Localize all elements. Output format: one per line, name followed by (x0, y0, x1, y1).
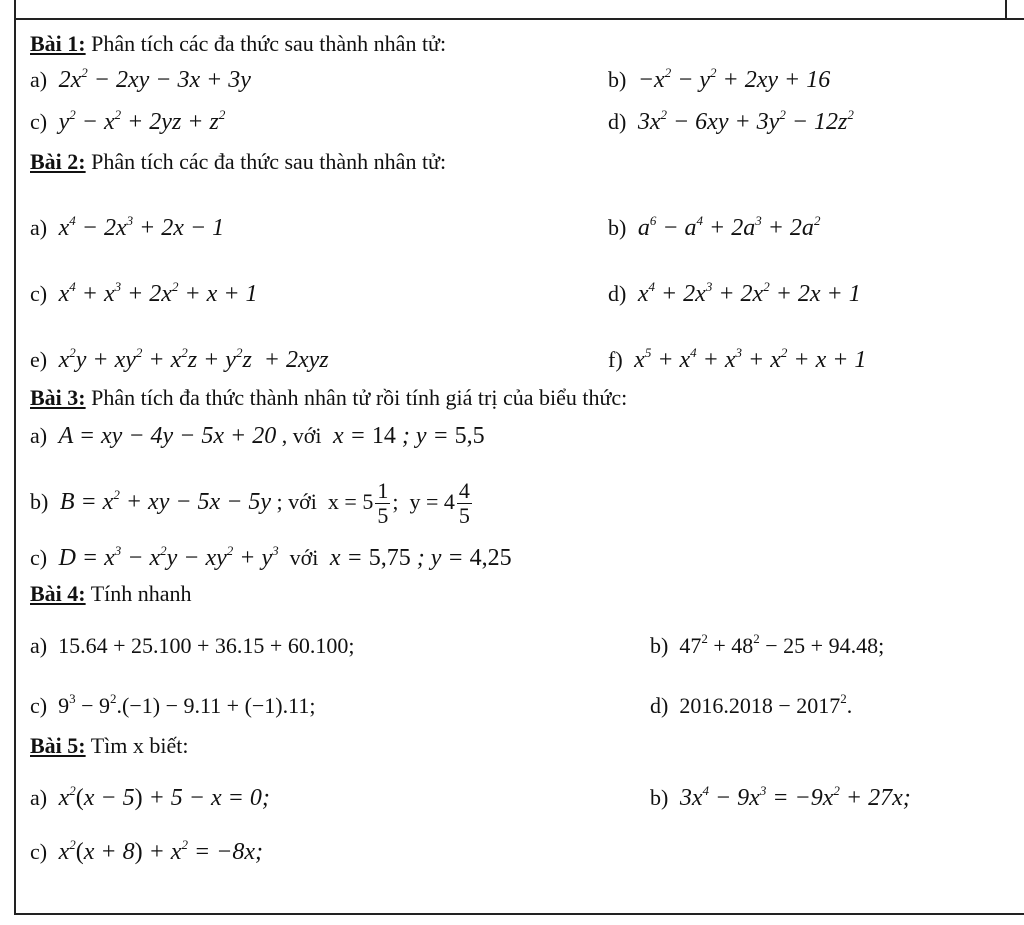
bai2-text: Phân tích các đa thức sau thành nhân tử: (91, 149, 447, 174)
bai4-c (30, 686, 315, 726)
bai2-row-ef (30, 340, 1010, 380)
bai4-d (650, 686, 852, 726)
bai3-c-values: x = 5,75 ; y = 4,25 (323, 545, 512, 571)
bai4-d-label: d) (650, 693, 669, 718)
bai4-title: Bài 4: (30, 581, 86, 606)
bai2-d (608, 274, 861, 314)
top-border (14, 18, 1024, 20)
bai4-d-expr: $2016.2018 - 2017^2$. (673, 691, 853, 718)
bai5-b (650, 778, 911, 818)
bai4-a-label: a) (30, 633, 48, 658)
bai4-text: Tính nhanh (90, 581, 192, 606)
bai2-d-expr: $x^4 + 2x^3 + 2x^2 + 2x + 1$ (631, 279, 861, 307)
bai3-title: Bài 3: (30, 385, 86, 410)
bai3-b-label: b) (30, 489, 49, 514)
bai2-row-ab (30, 208, 1010, 248)
bai4-b-expr: $47^2 + 48^2 - 25 + 94.48$; (673, 631, 885, 658)
bai5-a-label: a) (30, 785, 48, 810)
bai1-b-expr: $-x^2 - y^2 + 2xy + 16$ (631, 65, 831, 93)
bai3-b-values: x = 5 $\frac{1}{5}$ ; y = 4 $\frac{4}{5}$ (322, 478, 470, 529)
bai2-heading (30, 142, 1010, 182)
bai3-a (30, 416, 1010, 456)
bai2-c-label: c) (30, 281, 48, 306)
bai5-c (30, 832, 263, 872)
right-border-stub (1005, 0, 1007, 18)
bai1-d-label: d) (608, 109, 627, 134)
bai3-text: Phân tích đa thức thành nhân tử rồi tính giá trị của biểu thức: (91, 385, 628, 410)
bai2-a-expr: $x^4 - 2x^3 + 2x - 1$ (52, 213, 225, 241)
bai5-a-expr: $x^2(x - 5) + 5 - x = 0$; (52, 783, 270, 811)
bai2-row-cd (30, 274, 1010, 314)
bai1-d (608, 102, 854, 142)
bai3-a-values: x = 14 ; y = 5,5 (326, 423, 485, 449)
bai1-title: Bài 1: (30, 31, 86, 56)
bai2-b-expr: $a^6 - a^4 + 2a^3 + 2a^2$ (631, 213, 821, 241)
bai1-row-ab (30, 60, 1010, 100)
bai2-a (30, 208, 224, 248)
bai4-row-ab (30, 626, 1010, 666)
bai2-title: Bài 2: (30, 149, 86, 174)
bai4-b (650, 626, 884, 666)
bai1-b-label: b) (608, 67, 627, 92)
bai4-a-expr: 15.64 + 25.100 + 36.15 + 60.100; (52, 633, 355, 658)
bai1-a-expr: $2x^2 - 2xy - 3x + 3y$ (52, 65, 251, 93)
bai3-c (30, 538, 1010, 578)
fraction-4-5: $\frac{4}{5}$ (458, 478, 470, 529)
bai5-c-expr: $x^2(x + 8) + x^2 = -8x$; (52, 837, 264, 865)
bai5-c-label: c) (30, 839, 48, 864)
bai5-row-ab (30, 778, 1010, 818)
bai4-a (30, 626, 354, 666)
bai2-e-expr: $x^2y + xy^2 + x^2z + y^2z + 2xyz$ (52, 345, 329, 373)
bai2-e (30, 340, 329, 380)
bai2-b-label: b) (608, 215, 627, 240)
bai3-b-cond: ; với (276, 489, 317, 514)
bai1-d-expr: $3x^2 - 6xy + 3y^2 - 12z^2$ (631, 107, 854, 135)
bai1-a (30, 60, 251, 100)
bai4-row-cd (30, 686, 1010, 726)
bai2-f (608, 340, 866, 380)
fraction-1-5: $\frac{1}{5}$ (377, 478, 389, 529)
bai5-a (30, 778, 270, 818)
bai4-c-label: c) (30, 693, 48, 718)
bai2-d-label: d) (608, 281, 627, 306)
bai1-c-expr: $y^2 - x^2 + 2yz + z^2$ (52, 107, 226, 135)
bai2-f-expr: $x^5 + x^4 + x^3 + x^2 + x + 1$ (628, 345, 867, 373)
bai1-text: Phân tích các đa thức sau thành nhân tử: (91, 31, 447, 56)
bai5-b-expr: $3x^4 - 9x^3 = -9x^2 + 27x$; (673, 783, 911, 811)
bai5-row-c (30, 832, 1010, 872)
bai3-b-expr: $B = x^2$ + xy − 5x − 5y (53, 487, 272, 515)
bai2-f-label: f) (608, 347, 623, 372)
bai1-row-cd (30, 102, 1010, 142)
bai3-a-cond: , với (281, 423, 322, 448)
bai3-c-label: c) (30, 545, 48, 570)
bai1-c (30, 102, 225, 142)
bai5-b-label: b) (650, 785, 669, 810)
bai3-c-cond: với (289, 545, 319, 570)
bai5-title: Bài 5: (30, 733, 86, 758)
bai1-heading (30, 24, 1010, 64)
bai3-a-label: a) (30, 423, 48, 448)
bai3-a-expr: A = xy − 4y − 5x + 20 (52, 423, 277, 449)
bai1-c-label: c) (30, 109, 48, 134)
bai3-b (30, 472, 1010, 532)
bai2-e-label: e) (30, 347, 48, 372)
bai1-b (608, 60, 830, 100)
bai3-c-expr: $D = x^3 - x^2y - xy^2 + y^3$ (52, 543, 279, 571)
bai1-a-label: a) (30, 67, 48, 92)
bai5-text: Tìm x biết: (90, 733, 189, 758)
bai3-heading (30, 378, 1010, 418)
bai2-a-label: a) (30, 215, 48, 240)
bai2-c (30, 274, 258, 314)
bai4-heading (30, 574, 1010, 614)
bai2-b (608, 208, 820, 248)
bai2-c-expr: $x^4 + x^3 + 2x^2 + x + 1$ (52, 279, 258, 307)
bai4-c-expr: $9^3 - 9^2.(-1) - 9.11 + (-1).11$; (52, 691, 316, 718)
bai4-b-label: b) (650, 633, 669, 658)
bai5-heading (30, 726, 1010, 766)
